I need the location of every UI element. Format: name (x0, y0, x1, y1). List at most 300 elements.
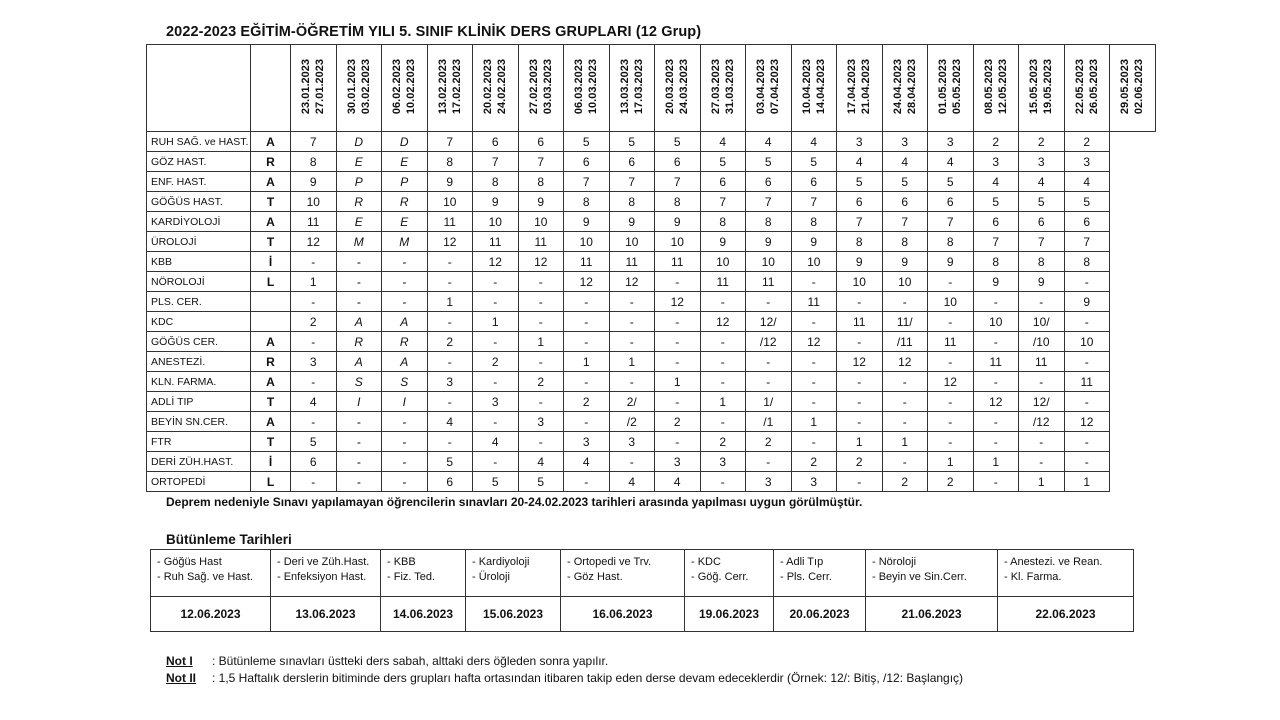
group-cell: 3 (609, 432, 655, 452)
week-start-date: 01.05.2023 (937, 58, 950, 115)
group-cell: 4 (882, 152, 928, 172)
group-cell: 3 (837, 132, 883, 152)
group-cell: 11 (291, 212, 337, 232)
group-cell: 2 (1064, 132, 1110, 152)
group-cell: - (791, 272, 837, 292)
course-row (147, 432, 1156, 452)
course-row (147, 312, 1156, 332)
group-cell: - (291, 252, 337, 272)
group-cell: 7 (791, 192, 837, 212)
course-row (147, 392, 1156, 412)
group-cell: 5 (882, 172, 928, 192)
group-cell: 8 (928, 232, 974, 252)
group-cell: 6 (427, 472, 473, 492)
week-start-date: 13.02.2023 (436, 58, 449, 115)
course-name: ADLİ TIP (147, 392, 251, 412)
group-cell: - (564, 412, 610, 432)
group-cell: 10 (791, 252, 837, 272)
group-cell: D (336, 132, 382, 152)
butunleme-table (150, 549, 1134, 632)
group-cell: 9 (700, 232, 746, 252)
group-cell: - (427, 252, 473, 272)
group-cell: - (1064, 392, 1110, 412)
group-cell: 4 (518, 452, 564, 472)
group-cell: - (791, 432, 837, 452)
group-cell: 8 (746, 212, 792, 232)
butunleme-course-morning: - Anestezi. ve Rean. (1004, 556, 1103, 568)
group-cell: - (655, 392, 701, 412)
group-cell: 1 (473, 312, 519, 332)
group-cell: - (473, 412, 519, 432)
group-cell: 7 (928, 212, 974, 232)
group-cell: 4 (655, 472, 701, 492)
week-end-date: 12.05.2023 (996, 58, 1009, 115)
group-cell: 2 (791, 452, 837, 472)
group-cell: 7 (427, 132, 473, 152)
group-cell: 4 (837, 152, 883, 172)
break-letter-cell: L (251, 272, 291, 292)
group-cell: - (427, 432, 473, 452)
week-dates (345, 59, 373, 114)
break-letter-cell: T (251, 432, 291, 452)
group-cell: 4 (473, 432, 519, 452)
butunleme-date: 21.06.2023 (866, 597, 998, 632)
group-cell: 10 (1064, 332, 1110, 352)
group-cell: 2 (882, 472, 928, 492)
group-cell: 9 (928, 252, 974, 272)
group-cell: 5 (973, 192, 1019, 212)
group-cell: 10 (837, 272, 883, 292)
butunleme-date: 14.06.2023 (381, 597, 466, 632)
group-cell: - (928, 412, 974, 432)
group-cell: 6 (518, 132, 564, 152)
group-cell: 9 (1019, 272, 1065, 292)
group-cell: 6 (655, 152, 701, 172)
group-cell: 3 (882, 132, 928, 152)
group-cell: 2 (291, 312, 337, 332)
group-cell: 10 (700, 252, 746, 272)
week-start-date: 03.04.2023 (755, 58, 768, 115)
group-cell: 11 (518, 232, 564, 252)
group-cell: A (336, 312, 382, 332)
group-cell: 10 (882, 272, 928, 292)
group-cell: - (837, 332, 883, 352)
group-cell: 9 (882, 252, 928, 272)
group-cell: 2 (700, 432, 746, 452)
group-cell: 3 (291, 352, 337, 372)
week-dates (618, 59, 646, 114)
butunleme-course-afternoon: - Göz Hast. (567, 571, 623, 583)
break-letter-cell: A (251, 332, 291, 352)
group-cell: 9 (837, 252, 883, 272)
note-1-text: : Bütünleme sınavları üstteki ders sabah, alttaki ders öğleden sonra yapılır. (212, 654, 609, 668)
group-cell: - (837, 472, 883, 492)
course-name: ANESTEZİ. (147, 352, 251, 372)
group-cell: 4 (1019, 172, 1065, 192)
week-header (837, 45, 883, 132)
group-cell: 3 (427, 372, 473, 392)
group-cell: - (427, 312, 473, 332)
course-row (147, 452, 1156, 472)
group-cell: 2 (655, 412, 701, 432)
group-cell: 11 (609, 252, 655, 272)
butunleme-date: 22.06.2023 (998, 597, 1134, 632)
group-cell: 5 (518, 472, 564, 492)
group-cell: 4 (791, 132, 837, 152)
week-dates (891, 59, 919, 114)
group-cell: 12 (700, 312, 746, 332)
week-header (427, 45, 473, 132)
group-cell: - (655, 272, 701, 292)
group-cell: - (655, 432, 701, 452)
group-cell: R (382, 192, 428, 212)
group-cell: - (291, 372, 337, 392)
week-header (382, 45, 428, 132)
group-cell: 1 (928, 452, 974, 472)
group-cell: - (291, 292, 337, 312)
week-start-date: 22.05.2023 (1073, 58, 1086, 115)
group-cell: 12 (928, 372, 974, 392)
week-start-date: 20.02.2023 (482, 58, 495, 115)
week-header (655, 45, 701, 132)
course-name: GÖZ HAST. (147, 152, 251, 172)
group-cell: 11 (837, 312, 883, 332)
week-header (882, 45, 928, 132)
group-cell: - (473, 292, 519, 312)
group-cell: 11 (427, 212, 473, 232)
group-cell: 6 (1064, 212, 1110, 232)
group-cell: 5 (655, 132, 701, 152)
butunleme-course-morning: - Nöroloji (872, 556, 917, 568)
group-cell: 8 (609, 192, 655, 212)
group-cell: 7 (1064, 232, 1110, 252)
course-row (147, 292, 1156, 312)
week-dates (390, 59, 418, 114)
group-cell: E (382, 212, 428, 232)
group-cell: - (1064, 452, 1110, 472)
group-cell: - (382, 472, 428, 492)
butunleme-courses (866, 550, 998, 597)
group-cell: 8 (837, 232, 883, 252)
group-cell: /12 (1019, 412, 1065, 432)
group-cell: - (655, 352, 701, 372)
group-cell: 5 (837, 172, 883, 192)
course-row (147, 192, 1156, 212)
group-cell: 1 (609, 352, 655, 372)
group-cell: 3 (746, 472, 792, 492)
group-cell: R (382, 332, 428, 352)
group-cell: 1 (1019, 472, 1065, 492)
group-cell: R (336, 192, 382, 212)
butunleme-date: 13.06.2023 (271, 597, 381, 632)
group-cell: 2 (473, 352, 519, 372)
butunleme-courses (561, 550, 685, 597)
group-cell: 1 (518, 332, 564, 352)
group-cell: - (700, 412, 746, 432)
butunleme-courses (271, 550, 381, 597)
group-cell: 11 (1064, 372, 1110, 392)
group-cell: /11 (882, 332, 928, 352)
group-cell: 10 (564, 232, 610, 252)
group-cell: 6 (791, 172, 837, 192)
group-cell: 8 (655, 192, 701, 212)
group-cell: 9 (291, 172, 337, 192)
week-header (1110, 45, 1156, 132)
group-cell: 9 (973, 272, 1019, 292)
group-cell: 6 (473, 132, 519, 152)
group-cell: - (655, 332, 701, 352)
group-cell: - (700, 332, 746, 352)
group-cell: 8 (473, 172, 519, 192)
break-letter-cell: T (251, 192, 291, 212)
group-cell: 2 (928, 472, 974, 492)
group-cell: - (609, 452, 655, 472)
week-end-date: 24.02.2023 (496, 58, 509, 115)
group-cell: - (518, 392, 564, 412)
group-cell: 2 (427, 332, 473, 352)
break-letter-cell: R (251, 152, 291, 172)
week-end-date: 03.03.2023 (541, 58, 554, 115)
week-start-date: 08.05.2023 (982, 58, 995, 115)
group-cell: 8 (700, 212, 746, 232)
group-cell: - (336, 252, 382, 272)
group-cell: 8 (564, 192, 610, 212)
group-cell: 10 (746, 252, 792, 272)
group-cell: 11 (746, 272, 792, 292)
group-cell: 12 (973, 392, 1019, 412)
group-cell: - (1019, 432, 1065, 452)
break-letter-cell: İ (251, 252, 291, 272)
group-cell: - (518, 272, 564, 292)
group-cell: 9 (564, 212, 610, 232)
butunleme-course-morning: - Göğüs Hast (157, 556, 222, 568)
group-cell: 12 (791, 332, 837, 352)
group-cell: 9 (1064, 292, 1110, 312)
week-dates (663, 59, 691, 114)
group-cell: - (427, 392, 473, 412)
course-name: DERİ ZÜH.HAST. (147, 452, 251, 472)
group-cell: - (746, 452, 792, 472)
week-dates (800, 59, 828, 114)
group-cell: - (973, 472, 1019, 492)
course-name: ÜROLOJİ (147, 232, 251, 252)
week-dates (1073, 59, 1101, 114)
group-cell: - (291, 472, 337, 492)
group-cell: 4 (1064, 172, 1110, 192)
course-row (147, 332, 1156, 352)
group-cell: 4 (700, 132, 746, 152)
course-name: ORTOPEDİ (147, 472, 251, 492)
group-cell: 1 (427, 292, 473, 312)
butunleme-course-afternoon: - Beyin ve Sin.Cerr. (872, 571, 967, 583)
week-header (336, 45, 382, 132)
course-name: NÖROLOJİ (147, 272, 251, 292)
group-cell: 10 (518, 212, 564, 232)
group-cell: M (382, 232, 428, 252)
week-end-date: 17.03.2023 (632, 58, 645, 115)
group-cell: /1 (746, 412, 792, 432)
week-dates (1027, 59, 1055, 114)
group-cell: - (473, 332, 519, 352)
week-start-date: 27.02.2023 (527, 58, 540, 115)
group-cell: - (518, 312, 564, 332)
butunleme-date: 12.06.2023 (151, 597, 271, 632)
group-cell: 9 (791, 232, 837, 252)
week-header (518, 45, 564, 132)
group-cell: - (336, 412, 382, 432)
group-cell: 7 (837, 212, 883, 232)
course-row (147, 252, 1156, 272)
group-cell: 1 (655, 372, 701, 392)
group-cell: 6 (564, 152, 610, 172)
clinical-group-table (146, 44, 1156, 492)
group-cell: - (564, 312, 610, 332)
group-cell: 3 (1064, 152, 1110, 172)
group-cell: 10/ (1019, 312, 1065, 332)
butunleme-course-morning: - KBB (387, 556, 416, 568)
butunleme-course-afternoon: - Üroloji (472, 571, 510, 583)
group-cell: - (473, 372, 519, 392)
break-letter-cell: T (251, 392, 291, 412)
group-cell: - (609, 332, 655, 352)
group-cell: 5 (291, 432, 337, 452)
group-cell: - (382, 412, 428, 432)
group-cell: 3 (1019, 152, 1065, 172)
week-header (564, 45, 610, 132)
group-cell: M (336, 232, 382, 252)
course-name: KLN. FARMA. (147, 372, 251, 392)
group-cell: 1 (973, 452, 1019, 472)
group-cell: E (336, 212, 382, 232)
group-cell: 1 (791, 412, 837, 432)
group-cell: - (882, 292, 928, 312)
group-cell: 3 (700, 452, 746, 472)
group-cell: - (791, 392, 837, 412)
butunleme-date: 15.06.2023 (466, 597, 561, 632)
group-cell: - (1064, 432, 1110, 452)
group-cell: - (336, 432, 382, 452)
group-cell: 8 (1064, 252, 1110, 272)
group-cell: 8 (1019, 252, 1065, 272)
group-cell: 11 (564, 252, 610, 272)
note-1-label: Not I (166, 654, 193, 668)
week-end-date: 28.04.2023 (905, 58, 918, 115)
group-cell: 1 (700, 392, 746, 412)
group-cell: R (336, 332, 382, 352)
week-dates (299, 59, 327, 114)
earthquake-note: Deprem nedeniyle Sınavı yapılamayan öğrencilerin sınavları 20-24.02.2023 tarihleri arasında yapılması uygun görülmüştür. (166, 495, 863, 509)
course-name: RUH SAĞ. ve HAST. (147, 132, 251, 152)
butunleme-course-afternoon: - Fiz. Ted. (387, 571, 436, 583)
week-dates (527, 59, 555, 114)
group-cell: 3 (655, 452, 701, 472)
note-2 (166, 670, 963, 687)
group-cell: 5 (564, 132, 610, 152)
group-cell: 12 (427, 232, 473, 252)
group-cell: A (382, 312, 428, 332)
group-cell: - (291, 332, 337, 352)
group-cell: 8 (291, 152, 337, 172)
group-cell: 7 (1019, 232, 1065, 252)
course-row (147, 132, 1156, 152)
group-cell: 3 (564, 432, 610, 452)
group-cell: - (973, 412, 1019, 432)
group-cell: - (791, 352, 837, 372)
week-start-date: 27.03.2023 (709, 58, 722, 115)
group-cell: - (700, 352, 746, 372)
butunleme-courses (466, 550, 561, 597)
group-cell: 8 (427, 152, 473, 172)
group-cell: 6 (973, 212, 1019, 232)
group-cell: 10 (928, 292, 974, 312)
group-cell: 11 (973, 352, 1019, 372)
group-cell: - (336, 452, 382, 472)
group-cell: 12 (564, 272, 610, 292)
course-row (147, 152, 1156, 172)
group-cell: 1 (837, 432, 883, 452)
butunleme-courses (685, 550, 774, 597)
group-cell: 9 (427, 172, 473, 192)
group-cell: 8 (791, 212, 837, 232)
group-cell: - (746, 292, 792, 312)
group-cell: - (382, 272, 428, 292)
group-cell: 12 (291, 232, 337, 252)
butunleme-date: 19.06.2023 (685, 597, 774, 632)
group-cell: 11 (928, 332, 974, 352)
butunleme-course-afternoon: - Ruh Sağ. ve Hast. (157, 571, 253, 583)
group-cell: 11/ (882, 312, 928, 332)
group-cell: - (609, 312, 655, 332)
group-cell: S (336, 372, 382, 392)
butunleme-date: 16.06.2023 (561, 597, 685, 632)
week-end-date: 17.02.2023 (450, 58, 463, 115)
course-name: FTR (147, 432, 251, 452)
group-cell: 6 (609, 152, 655, 172)
group-cell: - (427, 272, 473, 292)
group-cell: - (837, 292, 883, 312)
group-cell: 8 (973, 252, 1019, 272)
group-cell: 10 (973, 312, 1019, 332)
group-cell: 2 (518, 372, 564, 392)
group-cell: - (791, 372, 837, 392)
group-cell: - (382, 292, 428, 312)
week-dates (481, 59, 509, 114)
week-header-row (147, 45, 1156, 132)
group-cell: 6 (837, 192, 883, 212)
group-cell: /10 (1019, 332, 1065, 352)
notes (166, 653, 963, 687)
group-cell: 5 (791, 152, 837, 172)
butunleme-courses (998, 550, 1134, 597)
break-letter-cell: L (251, 472, 291, 492)
break-letter-cell: A (251, 212, 291, 232)
group-cell: - (882, 452, 928, 472)
course-name: BEYİN SN.CER. (147, 412, 251, 432)
group-cell: 6 (1019, 212, 1065, 232)
group-cell: A (336, 352, 382, 372)
week-start-date: 10.04.2023 (800, 58, 813, 115)
butunleme-course-afternoon: - Pls. Cerr. (780, 571, 832, 583)
week-dates (1118, 59, 1146, 114)
group-cell: - (791, 312, 837, 332)
group-cell: 5 (746, 152, 792, 172)
week-start-date: 30.01.2023 (345, 58, 358, 115)
group-cell: 4 (973, 172, 1019, 192)
group-cell: 5 (473, 472, 519, 492)
week-header (700, 45, 746, 132)
group-cell: 6 (928, 192, 974, 212)
group-cell: - (564, 372, 610, 392)
